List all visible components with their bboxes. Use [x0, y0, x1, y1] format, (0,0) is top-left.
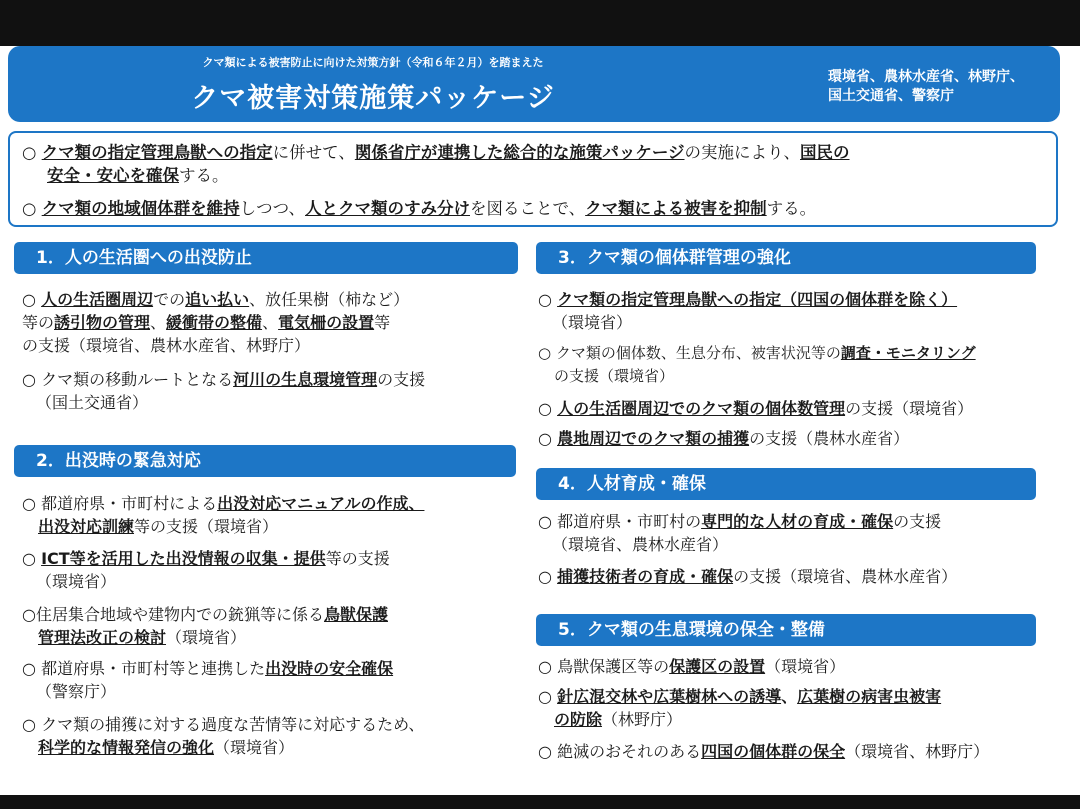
ministries-line-2: 国土交通省、警察庁 [828, 88, 954, 104]
bullet-mark: ○ [538, 657, 552, 676]
text: （警察庁） [36, 682, 117, 701]
section-3-item-1 [538, 288, 1078, 334]
text: （環境省） [36, 572, 117, 591]
bullet-mark: ○ [538, 512, 552, 531]
bullet-mark: ○ [22, 290, 36, 309]
text: 等 [374, 313, 391, 332]
emphasis: 河川の生息環境管理 [233, 370, 378, 389]
section-2-item-2 [22, 547, 520, 593]
text: （環境省、林野庁） [845, 742, 990, 761]
section-3-heading: 3．クマ類の個体群管理の強化 [536, 242, 1036, 274]
text: 、放任果樹（柿など） [249, 290, 410, 309]
bullet-mark: ○ [538, 687, 552, 706]
emphasis: 保護区の設置 [669, 657, 766, 676]
summary-box [8, 131, 1058, 227]
section-2-item-3 [22, 603, 520, 649]
bullet-mark: ○ [22, 494, 36, 513]
section-2-item-5 [22, 713, 520, 759]
summary-text: する。 [766, 199, 817, 218]
emphasis: 農地周辺でのクマ類の捕獲 [557, 429, 750, 448]
text: 、 [262, 313, 279, 332]
bullet-mark: ○ [538, 290, 552, 309]
emphasis: 鳥獣保護 [323, 605, 388, 624]
bullet-mark: ○ [22, 549, 36, 568]
text: 等の支援（環境省） [134, 517, 279, 536]
section-3-item-3 [538, 397, 1078, 420]
section-2-item-1 [22, 492, 520, 538]
text: クマ類の捕獲に対する過度な苦情等に対応するため、 [41, 715, 425, 734]
section-5-item-3 [538, 740, 1078, 763]
bullet-mark: ○ [538, 429, 552, 448]
emphasis: 緩衝帯の整備 [166, 313, 263, 332]
text: の支援（農林水産省） [749, 429, 910, 448]
summary-emphasis: 国民の [800, 143, 850, 162]
emphasis: の防除 [554, 710, 603, 729]
emphasis: 追い払い [185, 290, 250, 309]
text: 、 [781, 687, 798, 706]
bullet-mark: ○ [538, 399, 552, 418]
emphasis: 科学的な情報発信の強化 [38, 738, 215, 757]
bullet-mark: ○ [22, 659, 36, 678]
emphasis: クマ類の指定管理鳥獣への指定（四国の個体群を除く） [557, 290, 958, 309]
summary-emphasis: 関係省庁が連携した総合的な施策パッケージ [354, 143, 685, 162]
emphasis: 誘引物の管理 [54, 313, 151, 332]
text: 都道府県・市町村の [557, 512, 702, 531]
text: （国土交通省） [36, 393, 149, 412]
section-4-heading: 4．人材育成・確保 [536, 468, 1036, 500]
top-black-bar [0, 0, 1080, 46]
text: での [153, 290, 186, 309]
text: 等の支援 [325, 549, 390, 568]
bullet-mark: ○ [22, 605, 36, 624]
bottom-black-bar [0, 795, 1080, 809]
bullet-mark: ○ [22, 143, 37, 162]
text: の支援（環境省） [554, 367, 675, 385]
text: の支援（環境省、農林水産省） [733, 567, 958, 586]
ministries-list [828, 68, 1024, 106]
section-1-item-2 [22, 368, 520, 414]
bullet-mark: ○ [538, 344, 552, 362]
emphasis: 出没時の安全確保 [265, 659, 394, 678]
section-2-heading: 2．出没時の緊急対応 [14, 445, 516, 477]
title-banner [8, 46, 1060, 122]
text: の支援 [377, 370, 426, 389]
summary-point-2 [22, 197, 1052, 220]
section-5-heading: 5．クマ類の生息環境の保全・整備 [536, 614, 1036, 646]
text: （環境省） [214, 738, 295, 757]
emphasis: 専門的な人材の育成・確保 [701, 512, 894, 531]
section-1-item-1 [22, 288, 520, 357]
summary-emphasis: クマ類による被害を抑制 [585, 199, 767, 218]
section-4-item-2 [538, 565, 1078, 588]
emphasis: 人の生活圏周辺でのクマ類の個体数管理 [557, 399, 846, 418]
bullet-mark: ○ [22, 715, 36, 734]
text: の支援（環境省、農林水産省、林野庁） [22, 336, 311, 355]
ministries-line-1: 環境省、農林水産省、林野庁、 [828, 69, 1024, 85]
emphasis: 出没対応訓練 [38, 517, 135, 536]
bullet-mark: ○ [22, 199, 37, 218]
emphasis: 広葉樹の病害虫被害 [797, 687, 942, 706]
text: （環境省） [765, 657, 846, 676]
text: 、 [150, 313, 167, 332]
text: （環境省） [166, 628, 247, 647]
emphasis: ICT等を活用した出没情報の収集・提供 [41, 549, 326, 568]
text: 等の [22, 313, 55, 332]
section-2-item-4 [22, 657, 520, 703]
summary-text: する。 [179, 166, 229, 185]
text: 都道府県・市町村による [41, 494, 218, 513]
emphasis: 出没対応マニュアルの作成、 [217, 494, 425, 513]
text: 絶滅のおそれのある [557, 742, 702, 761]
section-3-item-4 [538, 427, 1078, 450]
page-title: クマ被害対策施策パッケージ [191, 83, 555, 114]
emphasis: 針広混交林や広葉樹林への誘導 [557, 687, 782, 706]
summary-text: を図ることで、 [470, 199, 586, 218]
banner-subtitle: クマ類による被害防止に向けた対策方針（令和６年２月）を踏まえた [202, 56, 544, 69]
text: （林野庁） [602, 710, 683, 729]
summary-emphasis: 安全・安心を確保 [47, 166, 179, 185]
emphasis: 捕獲技術者の育成・確保 [557, 567, 734, 586]
summary-text: しつつ、 [239, 199, 305, 218]
text: の支援（環境省） [845, 399, 974, 418]
text: 都道府県・市町村等と連携した [41, 659, 266, 678]
section-1-heading: 1．人の生活圏への出没防止 [14, 242, 518, 274]
emphasis: 調査・モニタリング [840, 344, 976, 362]
emphasis: 四国の個体群の保全 [701, 742, 846, 761]
bullet-mark: ○ [538, 567, 552, 586]
bullet-mark: ○ [538, 742, 552, 761]
emphasis: 人の生活圏周辺 [41, 290, 154, 309]
summary-point-1 [22, 141, 1052, 187]
text: の支援 [893, 512, 942, 531]
text: 鳥獣保護区等の [557, 657, 670, 676]
summary-text: に併せて、 [272, 143, 355, 162]
summary-emphasis: クマ類の地域個体群を維持 [41, 199, 240, 218]
emphasis: 電気柵の設置 [278, 313, 375, 332]
text: （環境省、農林水産省） [552, 535, 729, 554]
text: クマ類の個体数、生息分布、被害状況等の [555, 344, 841, 362]
summary-emphasis: クマ類の指定管理鳥獣への指定 [41, 143, 273, 162]
text: 住居集合地域や建物内での銃猟等に係る [35, 605, 324, 624]
summary-text: の実施により、 [684, 143, 800, 162]
emphasis: 管理法改正の検討 [38, 628, 167, 647]
text: クマ類の移動ルートとなる [41, 370, 234, 389]
summary-emphasis: 人とクマ類のすみ分け [305, 199, 470, 218]
section-3-item-2 [538, 342, 1078, 388]
section-5-item-1 [538, 655, 1078, 678]
section-4-item-1 [538, 510, 1078, 556]
bullet-mark: ○ [22, 370, 36, 389]
text: （環境省） [552, 313, 633, 332]
section-5-item-2 [538, 685, 1078, 731]
